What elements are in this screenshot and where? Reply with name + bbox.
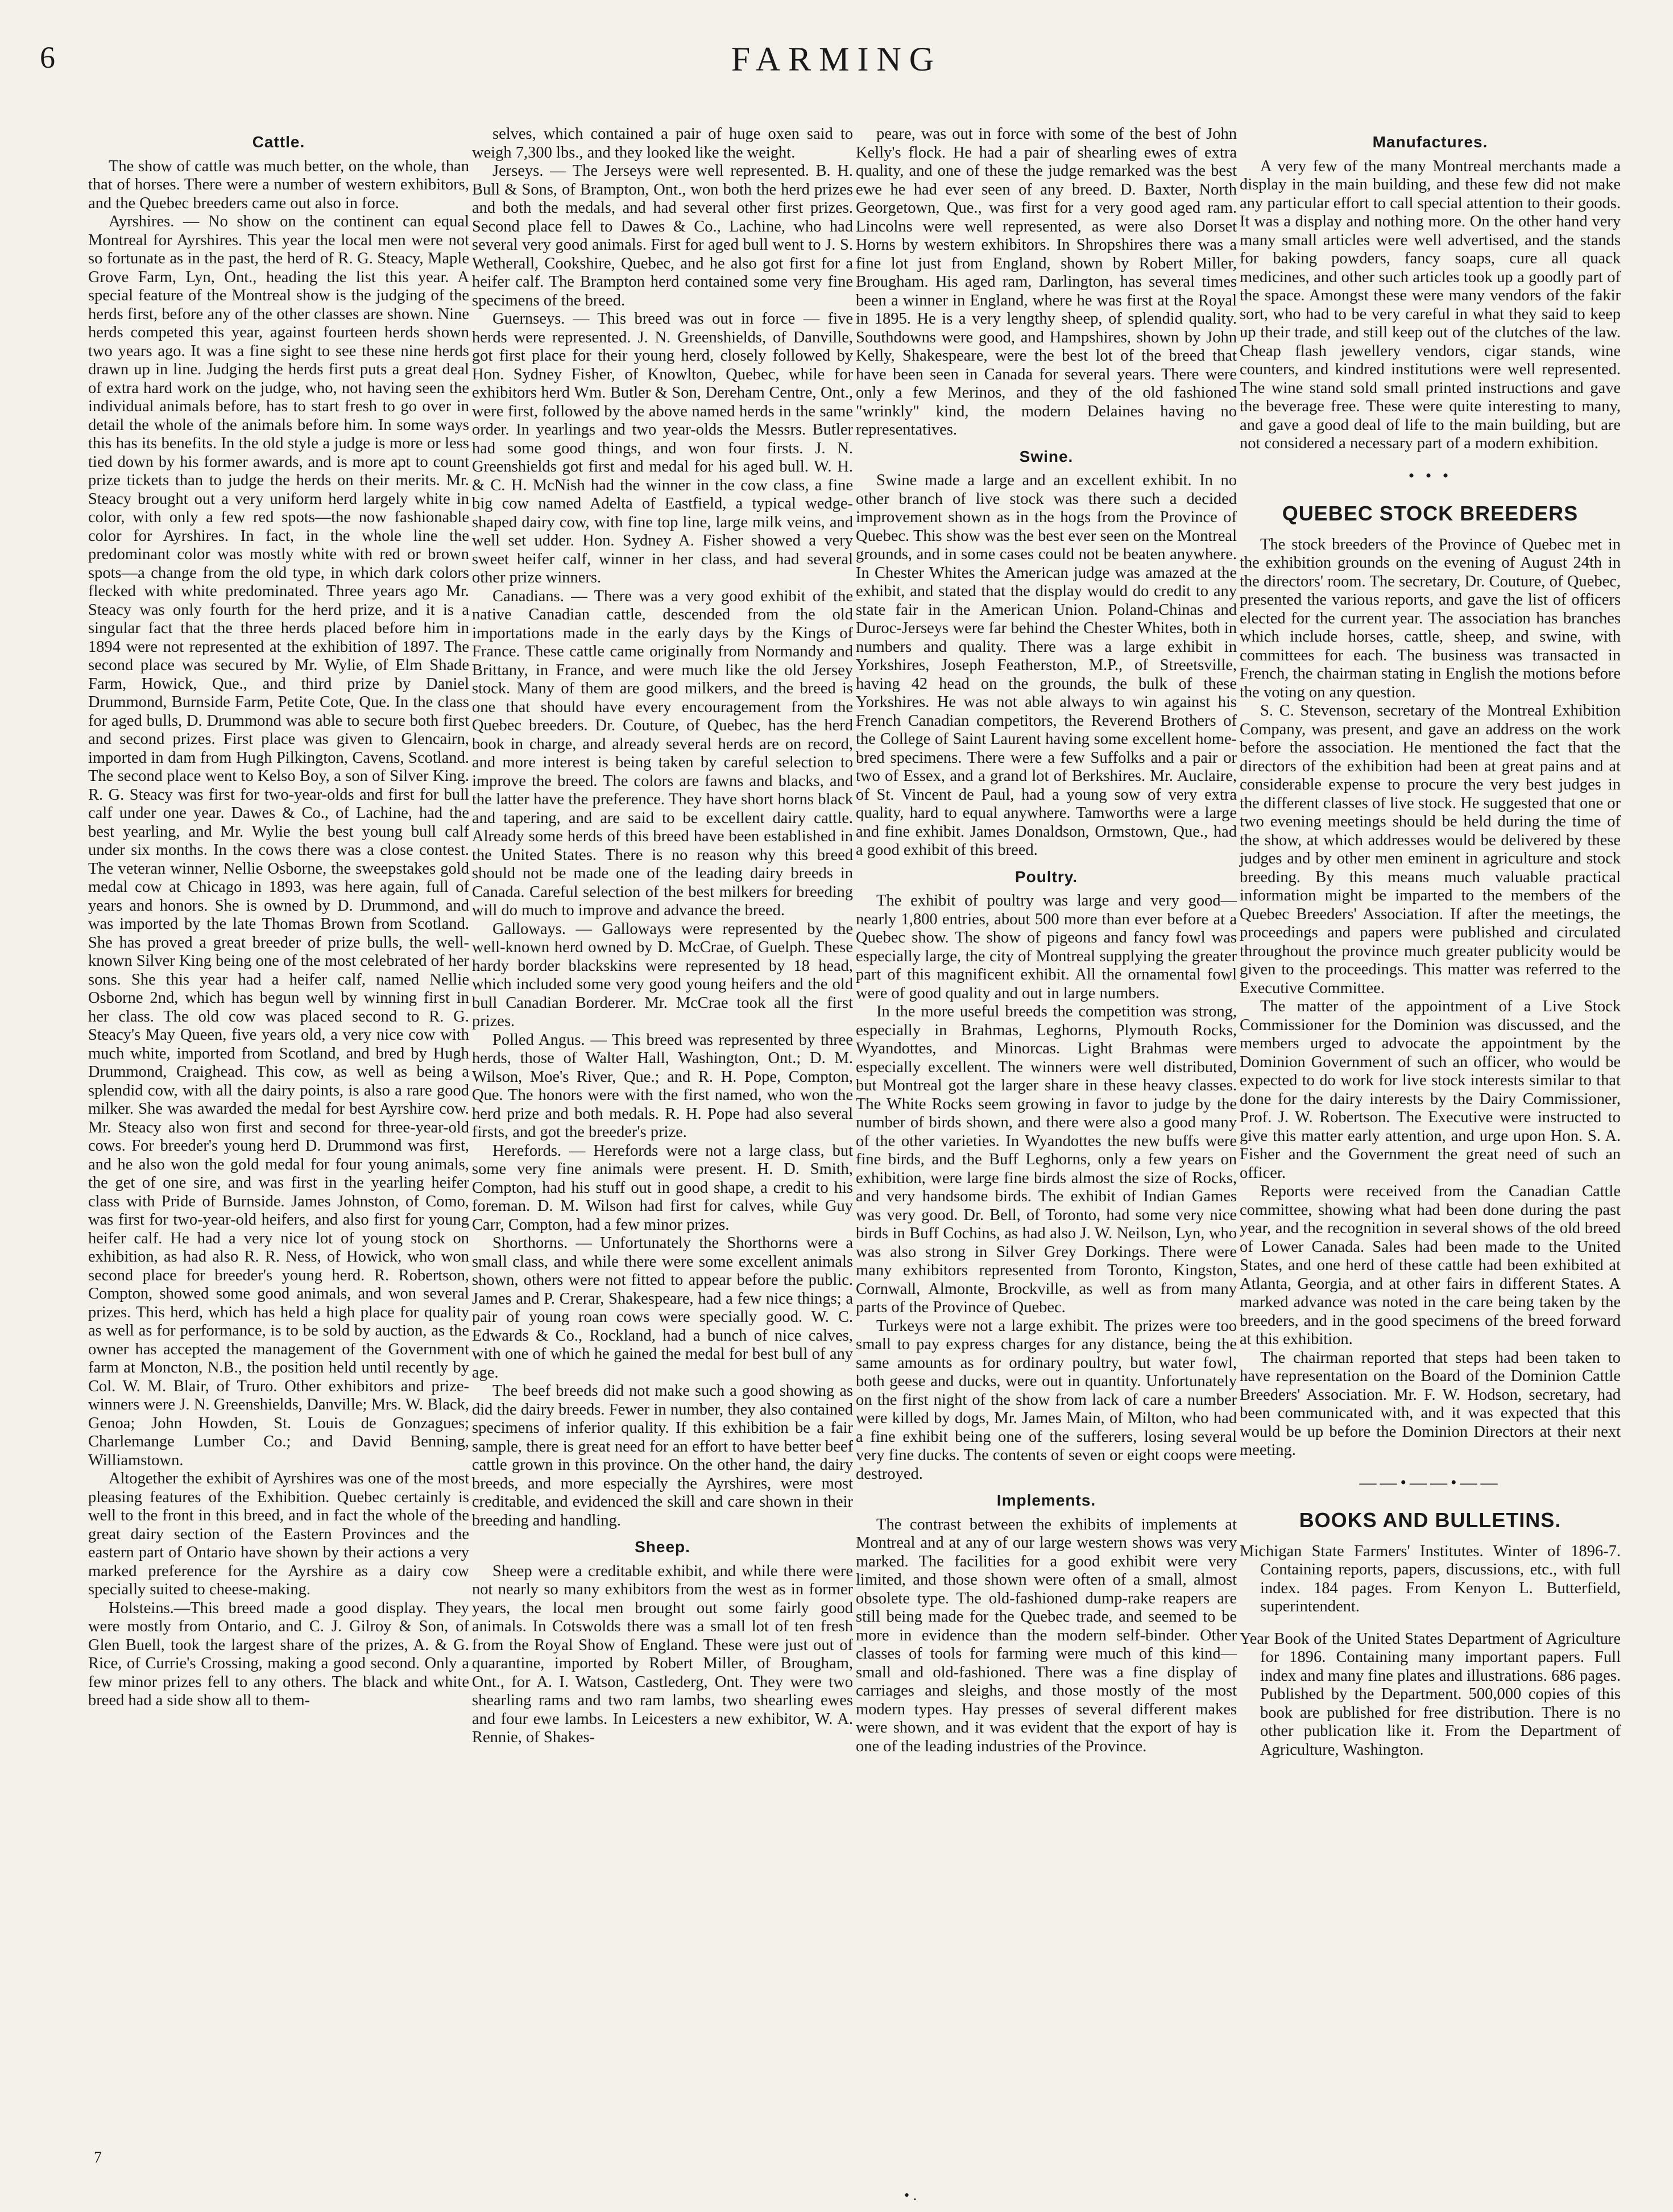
books-list xyxy=(1240,1543,1621,1760)
section-heading-sheep: Sheep. xyxy=(635,1538,690,1556)
paragraph: Shorthorns. — Unfortunately the Shorthorns were a small class, and while there were some excellent animals shown, others were not fitted to appear before the public. James and P. Crerar, Shakespeare, had a few nice things; a pair of young roan cows were specially good. W. C. Edwards & Co., Rockland, had a bunch of nice calves, with one of which he gained the medal for best bull of any age. xyxy=(472,1234,853,1382)
book-entry: Michigan State Farmers' Institutes. Winter of 1896-7. Containing reports, papers, discussions, etc., with full index. 184 pages. From Kenyon L. Butterfield, superintendent. xyxy=(1240,1542,1621,1615)
paragraph: Galloways. — Galloways were represented by the well-known herd owned by D. McCrae, of Guelph. These hardy border blackskins were represented by 18 head, which included some very good young heifers and the old bull Canadian Borderer. Mr. McCrae took all the first prizes. xyxy=(472,920,853,1030)
paragraph: The show of cattle was much better, on the whole, than that of horses. There were a number of western exhibitors, and the Quebec breeders came out also in force. xyxy=(88,157,469,212)
paragraph: Herefords. — Herefords were not a large class, but some very fine animals were present. H. D. Smith, Compton, had his stuff out in good shape, a credit to his foreman. D. M. Wilson had first for calves, while Guy Carr, Compton, had a few minor prizes. xyxy=(472,1142,853,1234)
section-heading-books-and-bulletins: BOOKS AND BULLETINS. xyxy=(1299,1508,1562,1532)
paragraph: The stock breeders of the Province of Quebec met in the exhibition grounds on the evening of August 24th in the directors' room. The secretary, Dr. Couture, of Quebec, presented the various reports, and gave the list of officers elected for the current year. The association has branches which include horses, cattle, sheep, and swine, with committees for each. The business was transacted in French, the chairman stating in English the motions before the voting on any question. xyxy=(1240,535,1621,701)
section-heading-poultry: Poultry. xyxy=(1014,867,1078,886)
ornament-divider: • • • xyxy=(1408,466,1452,485)
paragraph: Sheep were a creditable exhibit, and while there were not nearly so many exhibitors from the west as in former years, the local men brought out some fairly good animals. In Cotswolds there was a small lot of ten fresh from the Royal Show of England. These were just out of quarantine, imported by Robert Miller, of Brougham, Ont., for A. I. Watson, Castlederg, Ont. They were two shearling rams and two ram lambs, two shearling ewes and four ewe lambs. In Leicesters a new exhibitor, W. A. Rennie, of Shakes- xyxy=(472,1562,853,1746)
ornament-divider: ——•——•—— xyxy=(1359,1473,1501,1492)
paragraph: Guernseys. — This breed was out in force — five herds were represented. J. N. Greenshields, of Danville, got first place for their young herd, closely followed by Hon. Sydney Fisher, of Knowlton, Quebec, while for exhibitors herd Wm. Butler & Son, Dereham Centre, Ont., were first, followed by the above named herds in the same order. In yearlings and two year-olds the Messrs. Butler had some good things, and won four firsts. J. N. Greenshields got first and medal for his aged bull. W. H. & C. H. McNish had the winner in the cow class, a fine big cow named Adelta of Eastfield, a typical wedge-shaped dairy cow, with fine top line, large milk veins, and well set udder. Hon. Sydney A. Fisher showed a very sweet heifer calf, winner in her class, and had several other prize winners. xyxy=(472,310,853,586)
footer-mark: 7 xyxy=(94,2149,102,2166)
paragraph: The chairman reported that steps had been taken to have representation on the Board of the Dominion Cattle Breeders' Association. Mr. F. W. Hodson, secretary, had been communicated with, and it was expected that this would be up before the Dominion Directors at their next meeting. xyxy=(1240,1349,1621,1459)
paragraph: A very few of the many Montreal merchants made a display in the main building, and these few did not make any particular effort to call special attention to their goods. It was a display and nothing more. On the other hand very many small articles were well advertised, and the stands for baking powders, fancy soaps, cure all quack medicines, and other such articles took up a goodly part of the space. Amongst these were many vendors of the fakir sort, who had to be very careful in what they said to keep up their trade, and still keep out of the clutches of the law. Cheap flash jewellery vendors, cigar stands, wine counters, and kindred institutions were well represented. The wine stand sold small printed instructions and gave the beverage free. These were quite interesting to many, and gave a good deal of life to the main building, but are not considered a necessary part of a modern exhibition. xyxy=(1240,157,1621,452)
column-1 xyxy=(88,125,469,1710)
footer-dots: • . xyxy=(904,2187,917,2203)
paragraph: Jerseys. — The Jerseys were well represented. B. H. Bull & Sons, of Brampton, Ont., won both the herd prizes and both the medals, and had several other first prizes. Second place fell to Dawes & Co., Lachine, who had several very good animals. First for aged bull went to J. S. Wetherall, Cookshire, Quebec, and he also got first for a heifer calf. The Brampton herd contained some very fine specimens of the breed. xyxy=(472,162,853,309)
paragraph: The exhibit of poultry was large and very good—nearly 1,800 entries, about 500 more than ever before at a Quebec show. The show of pigeons and fancy fowl was especially large, the city of Montreal supplying the greater part of this magnificent exhibit. All the ornamental fowl were of good quality and out in large numbers. xyxy=(856,892,1237,1002)
paragraph: Swine made a large and an excellent exhibit. In no other branch of live stock was there such a decided improvement shown as in the hogs from the Province of Quebec. This show was the best ever seen on the Montreal grounds, and in some cases could not be beaten anywhere. In Chester Whites the American judge was amazed at the exhibit, and stated that the display would do credit to any state fair in the American Union. Poland-Chinas and Duroc-Jerseys were far behind the Chester Whites, both in numbers and quality. There was a large exhibit in Yorkshires, Joseph Featherston, M.P., of Streetsville, having 42 head on the grounds, the bulk of these Yorkshires. He was not able always to win against his French Canadian competitors, the Reverend Brothers of the College of Saint Laurent having some excellent home-bred specimens. There were a few Suffolks and a pair or two of Essex, and a grand lot of Berkshires. Mr. Auclaire, of St. Vincent de Paul, had a young sow of very extra quality, hard to equal anywhere. Tamworths were a large and fine exhibit. James Donaldson, Ormstown, Que., had a good exhibit of this breed. xyxy=(856,472,1237,859)
page-number: 6 xyxy=(40,40,55,75)
paragraph: The matter of the appointment of a Live Stock Commissioner for the Dominion was discussed, and the members urged to advocate the appointment by the Dominion Government of such an officer, who would be expected to do work for live stock interests similar to that done for the dairy interests by the Dairy Commissioner, Prof. J. W. Robertson. The Executive were instructed to give this matter early attention, and urge upon Hon. S. A. Fisher and the Government the great need of such an officer. xyxy=(1240,998,1621,1182)
paragraph: Altogether the exhibit of Ayrshires was one of the most pleasing features of the Exhibition. Quebec certainly is well to the front in this breed, and in fact the whole of the great dairy section of the Eastern Provinces and the eastern part of Ontario have shown by their actions a very marked preference for the Ayrshire as a dairy cow specially suited to cheese-making. xyxy=(88,1470,469,1598)
section-heading-cattle: Cattle. xyxy=(252,133,305,151)
paragraph: Turkeys were not a large exhibit. The prizes were too small to pay express charges for any distance, being the same amounts as for ordinary poultry, but water fowl, both geese and ducks, were out in quantity. Unfortunately on the first night of the show from lack of care a number were killed by dogs, Mr. James Main, of Milton, who had a fine exhibit being one of the sufferers, losing several very fine ducks. The contents of seven or eight coops were destroyed. xyxy=(856,1317,1237,1483)
section-heading-swine: Swine. xyxy=(1019,447,1074,465)
paragraph: peare, was out in force with some of the best of John Kelly's flock. He had a pair of shearling ewes of extra quality, and one of these the judge remarked was the best ewe he had ever seen of any breed. D. Baxter, North Georgetown, Que., was first for a very good aged ram. Lincolns were well represented, as were also Dorset Horns by western exhibitors. In Shropshires there was a fine lot just from England, shown by Robert Miller, Brougham. His aged ram, Darlington, has several times been a winner in England, where he was first at the Royal in 1895. He is a very lengthy sheep, of splendid quality. Southdowns were good, and Hampshires, shown by John Kelly, Shakespeare, were the best lot of the breed that have been seen in Canada for several years. There were only a few Merinos, and they of the old fashioned "wrinkly" kind, the modern Delaines having no representatives. xyxy=(856,125,1237,439)
paragraph: In the more useful breeds the competition was strong, especially in Brahmas, Leghorns, Plymouth Rocks, Wyandottes, and Minorcas. Light Brahmas were especially excellent. The winners were well distributed, but Montreal got the larger share in these heavy classes. The White Rocks seem growing in favor to judge by the number of birds shown, and there were also a good many of the other varieties. In Wyandottes the new buffs were fine birds, and the Buff Leghorns, only a few years on exhibition, were large fine birds almost the size of Rocks, and very handsome birds. The exhibit of Indian Games was very good. Dr. Bell, of Toronto, had some very nice birds in Buff Cochins, as had also J. W. Neilson, Lyn, who was also strong in Silver Grey Dorkings. There were many exhibitors represented from Toronto, Kingston, Cornwall, Almonte, Brockville, as well as from many parts of the Province of Quebec. xyxy=(856,1003,1237,1316)
paragraph: The contrast between the exhibits of implements at Montreal and at any of our large western shows was very marked. The facilities for a good exhibit were very limited, and those shown were often of a small, almost obsolete type. The old-fashioned dump-rake reapers are still being made for the Quebec trade, and seemed to be more in evidence than the modern self-binder. Other classes of tools for farming were much of this kind—small and old-fashioned. There was a fine display of carriages and sleighs, and those mostly of the most modern types. Hay presses of several different makes were shown, and it was evident that the export of hay is one of the leading industries of the Province. xyxy=(856,1515,1237,1755)
paragraph: S. C. Stevenson, secretary of the Montreal Exhibition Company, was present, and gave an address on the work before the association. He mentioned the fact that the directors of the exhibition had been at great pains and at considerable expense to procure the very best judges in the different classes of live stock. He suggested that one or two evening meetings should be held during the time of the show, at which addresses would be delivered by these judges and by other men eminent in agriculture and stock breeding. By this means much valuable practical information might be imparted to the members of the Quebec Breeders' Association. If after the meetings, the proceedings and papers were published and circulated throughout the province much greater publicity would be given to the proceedings. This matter was referred to the Executive Committee. xyxy=(1240,702,1621,997)
paragraph: Polled Angus. — This breed was represented by three herds, those of Walter Hall, Washington, Ont.; D. M. Wilson, Moe's River, Que.; and R. H. Pope, Compton, Que. The honors were with the first named, who won the herd prize and both medals. R. H. Pope had also several firsts, and got the breeder's prize. xyxy=(472,1031,853,1141)
column-3 xyxy=(856,125,1237,1756)
book-entry: Year Book of the United States Department of Agriculture for 1896. Containing many important papers. Full index and many fine plates and illustrations. 686 pages. Published by the Department. 500,000 copies of this book are published for free distribution. There is no other publication like it. From the Department of Agriculture, Washington. xyxy=(1240,1630,1621,1759)
page-title: FARMING xyxy=(731,40,942,78)
paragraph: The beef breeds did not make such a good showing as did the dairy breeds. Fewer in number, they also contained specimens of inferior quality. If this exhibition be a fair sample, there is great need for an effort to have better beef cattle grown in this province. On the other hand, the dairy breeds, and more especially the Ayrshires, were most creditable, and evidenced the skill and care shown in their breeding and handling. xyxy=(472,1382,853,1529)
section-heading-manufactures: Manufactures. xyxy=(1372,133,1488,151)
paragraph: Ayrshires. — No show on the continent can equal Montreal for Ayrshires. This year the local men were not so fortunate as in the past, the herd of R. G. Steacy, Maple Grove Farm, Lyn, Ont., heading the list this year. A special feature of the Montreal show is the judging of the herds first, before any of the other classes are shown. Nine herds competed this year, against fourteen herds shown two years ago. It was a fine sight to see these nine herds drawn up in line. Judging the herds first puts a great deal of extra hard work on the judge, who, not having seen the individual animals before, has to start fresh to go over in detail the whole of the animals before him. In some ways this has its benefits. In the old style a judge is more or less tied down by his former awards, and is more apt to count prize tickets than to judge the herds on their merits. Mr. Steacy brought out a very uniform herd largely white in color, with only a few red spots—the now fashionable color for Ayrshires. In fact, in the whole line the predominant color was mostly white with red or brown spots—a change from the old type, in which dark colors flecked with white predominated. Three years ago Mr. Steacy was only fourth for the herd prize, and it is a singular fact that the three herds placed before him in 1894 were not represented at the exhibition of 1897. The second place was secured by Mr. Wylie, of Elm Shade Farm, Howick, Que., and third prize by Daniel Drummond, Burnside Farm, Petite Cote, Que. In the class for aged bulls, D. Drummond was able to secure both first and second prizes. First place was given to Glencairn, imported in dam from Hugh Pilkington, Cavens, Scotland. The second place went to Kelso Boy, a son of Silver King. R. G. Steacy was first for two-year-olds and first for bull calf under one year. Dawes & Co., of Lachine, had the best yearling, and Mr. Wylie the best young bull calf under six months. In the cows there was a close contest. The veteran winner, Nellie Osborne, the sweepstakes gold medal cow at Chicago in 1893, was here again, full of years and honors. She is owned by D. Drummond, and was imported by the late Thomas Brown from Scotland. She has proved a great breeder of prize bulls, the well-known Silver King being one of the most celebrated of her sons. She this year had a heifer calf, named Nellie Osborne 2nd, which has begun well by winning first in her class. The old cow was placed second to R. G. Steacy's May Queen, five years old, a very nice cow with much white, imported from Scotland, and bred by Hugh Drummond, Craighead. This cow, as well as being a splendid cow, with all the dairy points, is also a rare good milker. She was awarded the medal for best Ayrshire cow. Mr. Steacy also won first and second for three-year-old cows. For breeder's young herd D. Drummond was first, and he also won the gold medal for four young animals, the get of one sire, and was first in the yearling heifer class with Pride of Burnside. James Johnston, of Como, was first for two-year-old heifers, and also first for young heifer calf. He had a very nice lot of young stock on exhibition, as had also R. R. Ness, of Howick, who won second place for breeder's young herd. R. Robertson, Compton, showed some good animals, and won several prizes. This herd, which has held a high place for quality as well as for performance, is to be sold by auction, as the owner has accepted the management of the Government farm at Moncton, N.B., the position held until recently by Col. W. M. Blair, of Truro. Other exhibitors and prize-winners were J. N. Greenshields, Danville; Mrs. W. Black, Genoa; John Howden, St. Louis de Gonzagues; Charlemange Lumber Co.; and David Benning, Williamstown. xyxy=(88,213,469,1469)
page-header xyxy=(0,40,1673,102)
column-4 xyxy=(1240,125,1621,1773)
paragraph: selves, which contained a pair of huge oxen said to weigh 7,300 lbs., and they looked like the weight. xyxy=(472,125,853,162)
paragraph: Holsteins.—This breed made a good display. They were mostly from Ontario, and C. J. Gilroy & Son, of Glen Buell, took the largest share of the prizes, A. & G. Rice, of Currie's Crossing, making a good second. Only a few minor prizes fell to any others. The black and white breed had a side show all to them- xyxy=(88,1599,469,1709)
section-heading-implements: Implements. xyxy=(996,1491,1096,1509)
section-heading-quebec-stock-breeders: QUEBEC STOCK BREEDERS xyxy=(1282,502,1579,525)
paragraph: Reports were received from the Canadian Cattle committee, showing what had been done during the past year, and the recognition in several shows of the old breed of Lower Canada. Sales had been made to the United States, and one herd of these cattle had been exhibited at Atlanta, Georgia, and at other fairs in different States. A marked advance was noted in the care being taken by the breeders, and in the good specimens of the breed forward at this exhibition. xyxy=(1240,1183,1621,1348)
paragraph: Canadians. — There was a very good exhibit of the native Canadian cattle, descended from the old importations made in the early days by the Kings of France. These cattle came originally from Normandy and Brittany, in France, and were much like the old Jersey stock. Many of them are good milkers, and the breed is one that should have every encouragement from the Quebec breeders. Dr. Couture, of Quebec, has the herd book in charge, and already several herds are on record, and more interest is being taken by careful selection to improve the breed. The colors are fawns and blacks, and the latter have the preference. They have short horns black and tapering, and are said to be excellent dairy cattle. Already some herds of this breed have been established in the United States. There is no reason why this breed should not be made one of the leading dairy breeds in Canada. Careful selection of the best milkers for breeding will do much to improve and advance the breed. xyxy=(472,587,853,919)
column-2 xyxy=(472,125,853,1747)
